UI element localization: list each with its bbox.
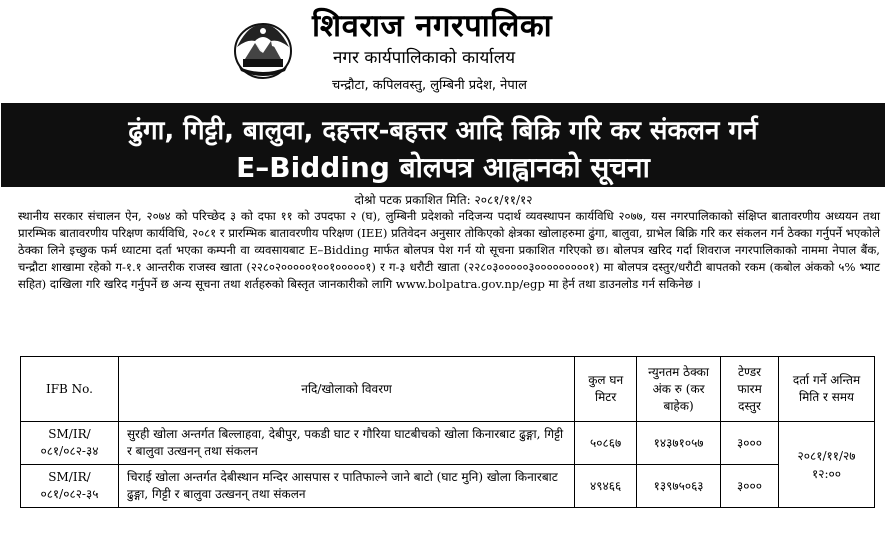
header-river-description: नदि/खोलाको विवरण xyxy=(118,357,574,422)
row-volume: ५०८६७ xyxy=(575,422,637,465)
header-minimum-amount: न्युनतम ठेक्का अंक रु (कर बाहेक) xyxy=(637,357,721,422)
row-ifb-no: SM/IR/ ०८१/०८२-३४ xyxy=(21,422,119,465)
ifb-table xyxy=(20,356,875,508)
office-address: चन्द्रौटा, कपिलवस्तु, लुम्बिनी प्रदेश, नेपाल xyxy=(332,78,527,93)
header-total-volume: कुल घन मिटर xyxy=(575,357,637,422)
deadline-cell xyxy=(779,422,875,508)
row-minimum-amount: १३९७५०६३ xyxy=(637,465,721,508)
notice-body-text: स्थानीय सरकार संचालन ऐन, २०७४ को परिच्छेद ३ को दफा ११ को उपदफा २ (घ), लुम्बिनी प्रदेशको नदिजन्य पदार्थ व्यवस्थापन कार्यविधि २०७७, यस नगरपालिकाको संक्षिप्त बातावरणीय अध्ययन तथा प्रारम्भिक बातावरणीय परिक्षण कार्यविधि, २०८१ र प्रारम्भिक बातावरणीय परिक्षण (IEE) प्रतिवेदन अनुसार तोकिएको क्षेत्रका खोलाहरुमा ढुंगा, बालुवा, ग्राभेल बिक्रि गरि कर संकलन गर्न ठेक्का गर्नुपर्ने भएकोले ठेक्का लिने इच्छुक फर्म ध्याटमा दर्ता भएका कम्पनी वा व्यवसायबाट E–Bidding मार्फत बोलपत्र पेश गर्न यो सूचना प्रकाशित गरिएको छ। बोलपत्र खरिद गर्दा शिवराज नगरपालिकाको नाममा नेपाल बैंक, चन्द्रौटा शाखामा रहेको ग-१.१ आन्तरीक राजस्व खाता (२२८०२०००००१००१०००००१) र ग-३ धरौटी खाता (२२८०३०००००३०००००००००१) मा बोलपत्र दस्तुर/धरौटी बापतको रकम (कबोल अंकको ५% भ्याट सहित) दाखिला गरि खरिद गर्नुपर्ने छ अन्य सूचना तथा शर्तहरुको बिस्तृत जानकारीको लागि www.bolpatra.gov.np/egp मा हेर्न तथा डाउनलोड गर्न सकिनेछ । xyxy=(18,209,880,291)
row-tender-fee: ३००० xyxy=(721,465,779,508)
header-deadline: दर्ता गर्ने अन्तिम मिति र समय xyxy=(779,357,875,422)
deadline-date: २०८१/११/२७ xyxy=(797,448,856,463)
row-minimum-amount: १४३७१०५७ xyxy=(637,422,721,465)
notice-title: ढुंगा, गिट्टी, बालुवा, दहत्तर-बहत्तर आदि बिक्रि गरि कर संकलन गर्न xyxy=(128,116,758,146)
notice-header xyxy=(0,0,887,102)
government-emblem-icon xyxy=(231,17,295,81)
notice-subtitle: E–Bidding बोलपत्र आह्वानको सूचना xyxy=(236,151,650,184)
notice-title-banner xyxy=(1,103,885,187)
municipality-name: शिवराज नगरपालिका xyxy=(312,8,553,44)
table-row xyxy=(21,422,875,465)
row-ifb-no: SM/IR/ ०८१/०८२-३५ xyxy=(21,465,119,508)
deadline-time: १२:०० xyxy=(812,466,842,481)
office-name: नगर कार्यपालिकाको कार्यालय xyxy=(333,48,516,68)
table-header-row xyxy=(21,357,875,422)
header-ifb-no: IFB No. xyxy=(21,357,119,422)
publication-date: दोश्रो पटक प्रकाशित मिति: २०८१/११/१२ xyxy=(354,193,533,207)
row-tender-fee: ३००० xyxy=(721,422,779,465)
table-row xyxy=(21,465,875,508)
row-river-description: सुरही खोला अन्तर्गत बिल्लाहवा, देबीपुर, पकडी घाट र गौरिया घाटबीचको खोला किनारबाट ढुङ्गा, गिट्टी र बालुवा उत्खनन् तथा संकलन xyxy=(118,422,574,465)
row-river-description: चिराई खोला अन्तर्गत देबीस्थान मन्दिर आसपास र पातिफाल्ने जाने बाटो (घाट मुनि) खोला किनारबाट ढुङ्गा, गिट्टी र बालुवा उत्खनन् तथा संकलन xyxy=(118,465,574,508)
header-tender-fee: टेण्डर फारम दस्तुर xyxy=(721,357,779,422)
row-volume: ४९४६६ xyxy=(575,465,637,508)
